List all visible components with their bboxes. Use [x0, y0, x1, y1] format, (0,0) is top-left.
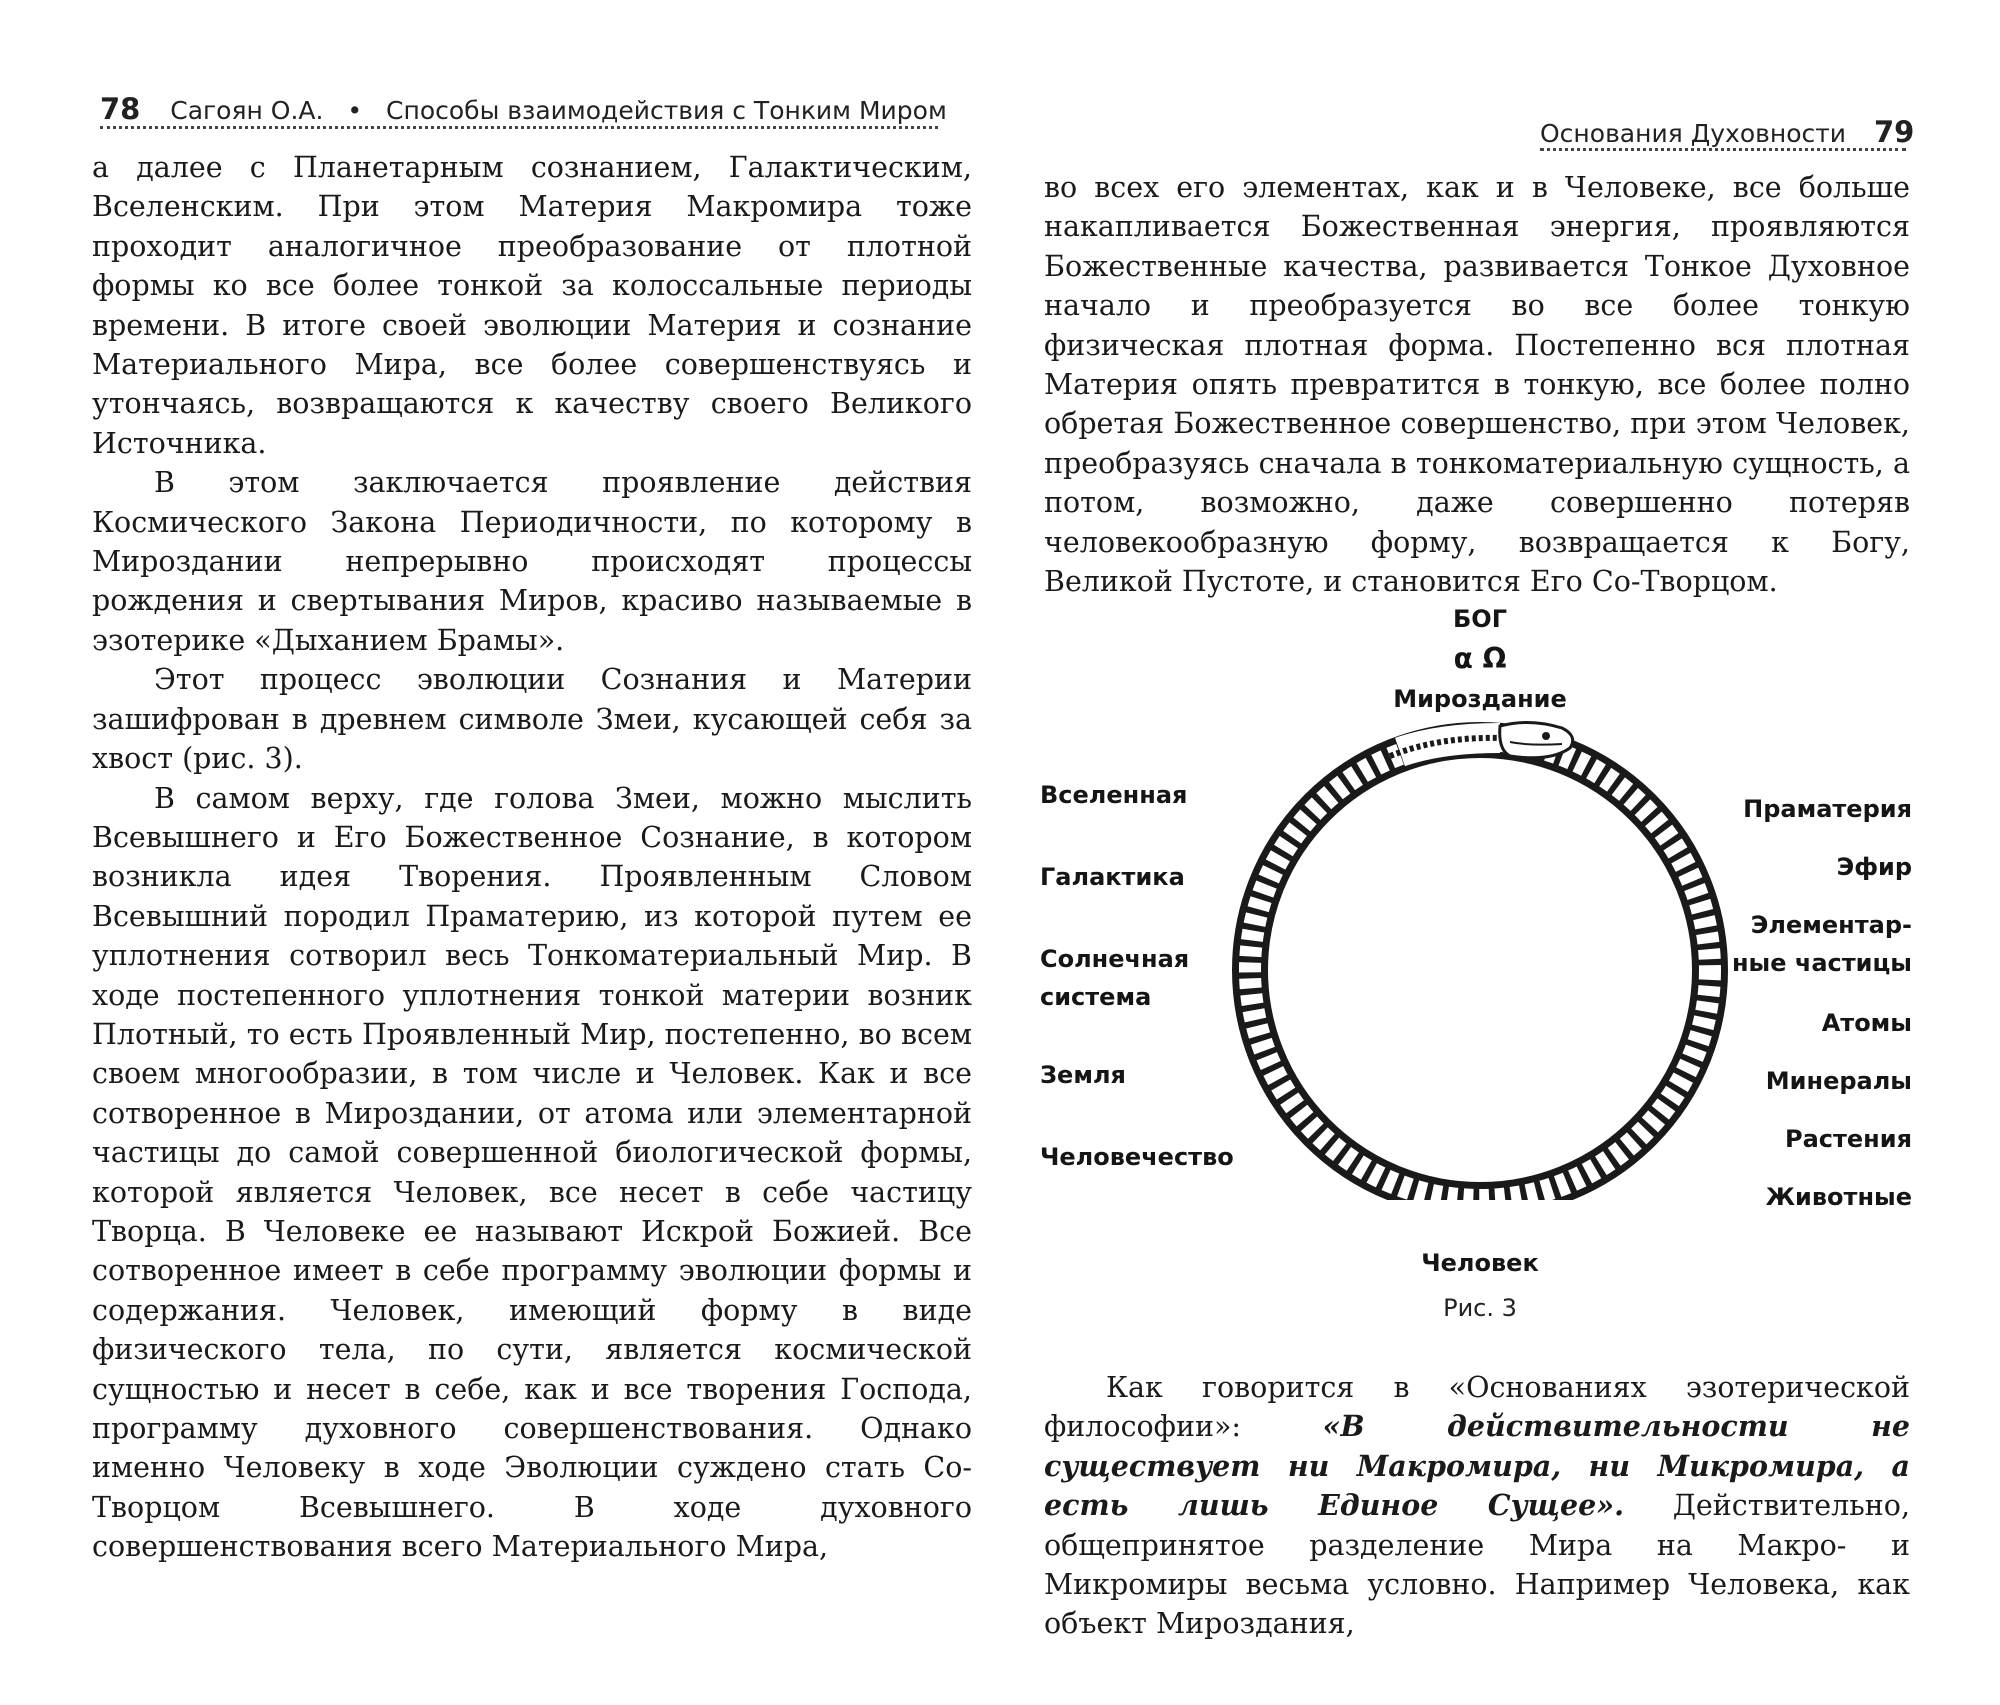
label-atoms: Атомы [1821, 1009, 1912, 1037]
head-separator: • [347, 96, 363, 125]
right-head-rule [1540, 148, 1906, 151]
label-earth: Земля [1040, 1061, 1126, 1089]
left-body [92, 148, 972, 1567]
left-page-number: 78 [100, 92, 141, 126]
paragraph: во всех его элементах, как и в Человеке, все больше накапливается Божественная энергия, проявляются Божественные качества, развивается Тонкое Духовное начало и преобразуется во все более тонкую физическая плотная форма. Постепенно вся плотная Материя опять превратится в тонкую, все более полно обретая Божественное совершенство, при этом Человек, преобразуясь сначала в тонкоматериальную сущность, а потом, возможно, даже совершенно потеряв человекообразную форму, возвращается к Богу, Великой Пустоте, и становится Его Со-Творцом. [1044, 171, 1910, 599]
label-ether: Эфир [1836, 853, 1912, 881]
quote-continuation: Действительно, общепринятое разделение Мира на Макро- и Микромиры весьма условно. Например Человека, как объект Мироздания, [1044, 1489, 1911, 1641]
label-solar-system: Солнечная система [1040, 945, 1190, 1011]
label-human: Человек [1421, 1249, 1539, 1277]
right-page [1000, 0, 2000, 1705]
label-galaxy: Галактика [1040, 863, 1185, 891]
paragraph: В самом верху, где голова Змеи, можно мыслить Всевышнего и Его Божественное Сознание, в котором возникла идея Творения. Проявленным Словом Всевышний породил Праматерию, из которой путем ее уплотнения сотворил весь Тонкоматериальный Мир. В ходе постепенного уплотнения тонкой материи возник Плотный, то есть Проявленный Мир, постепенно, во всем своем многообразии, в том числе и Человек. Как и все сотворенное в Мироздании, от атома или элементарной частицы до самой совершенной биологической формы, которой является Человек, все несет в себе частицу Творца. В Человеке ее называют Искрой Божией. Все сотворенное имеет в себе программу эволюции формы и содержания. Человек, имеющий форму в виде физического тела, по сути, является космической сущностью и несет в себе, как и все творения Господа, программу духовного совершенствования. Однако именно Человеку в ходе Эволюции суждено стать Со-Творцом Всевышнего. В ходе духовного совершенствования всего Материального Мира, [92, 781, 972, 1564]
label-elementary-particles: Элементар-ные частицы [1731, 911, 1912, 977]
left-head-rule [100, 126, 938, 129]
right-running-head [1540, 115, 1914, 149]
snake-head [1500, 722, 1573, 757]
right-page-number: 79 [1873, 115, 1915, 149]
snake-ring-icon [1210, 720, 1750, 1200]
label-animals: Животные [1765, 1183, 1912, 1211]
right-body-top [1044, 168, 1910, 601]
paragraph: а далее с Планетарным сознанием, Галактическим, Вселенским. При этом Материя Макромира тоже проходит аналогичное преобразование от плотной формы ко все более тонкой за колоссальные периоды времени. В итоге своей эволюции Материя и сознание Материального Мира, все более совершенствуясь и утончаясь, возвращаются к качеству своего Великого Источника. [92, 151, 972, 460]
left-running-head [100, 92, 947, 126]
section-title: Основания Духовности [1540, 119, 1847, 148]
label-plants: Растения [1784, 1125, 1912, 1153]
paragraph: В этом заключается проявление действия Космического Закона Периодичности, по которому в Мироздании непрерывно происходят процессы рождения и свертывания Миров, красиво называемые в эзотерике «Дыханием Брамы». [92, 466, 972, 657]
paragraph: Этот процесс эволюции Сознания и Материи зашифрован в древнем символе Змеи, кусающей себя за хвост (рис. 3). [92, 663, 972, 776]
label-alpha-omega: α Ω [1453, 642, 1507, 675]
bold-quote: «В действительности не существует ни Макромира, ни Микромира, а есть лишь Единое Сущее». [1044, 1409, 1910, 1523]
book-title: Способы взаимодействия с Тонким Миром [386, 96, 947, 125]
author-name: Сагоян О.А. [170, 96, 324, 125]
right-body-bottom [1044, 1368, 1910, 1644]
label-minerals: Минералы [1765, 1067, 1912, 1095]
label-prematter: Праматерия [1743, 795, 1912, 823]
label-universe-creation: Мироздание [1393, 685, 1567, 713]
label-humanity: Человечество [1040, 1143, 1234, 1171]
label-universe: Вселенная [1040, 781, 1188, 809]
label-god: БОГ [1453, 605, 1507, 633]
figure-caption: Рис. 3 [1443, 1294, 1517, 1322]
quote-intro: Как говорится в «Основаниях эзотерической философии»: [1044, 1371, 1910, 1444]
paragraph [1044, 1368, 1910, 1644]
